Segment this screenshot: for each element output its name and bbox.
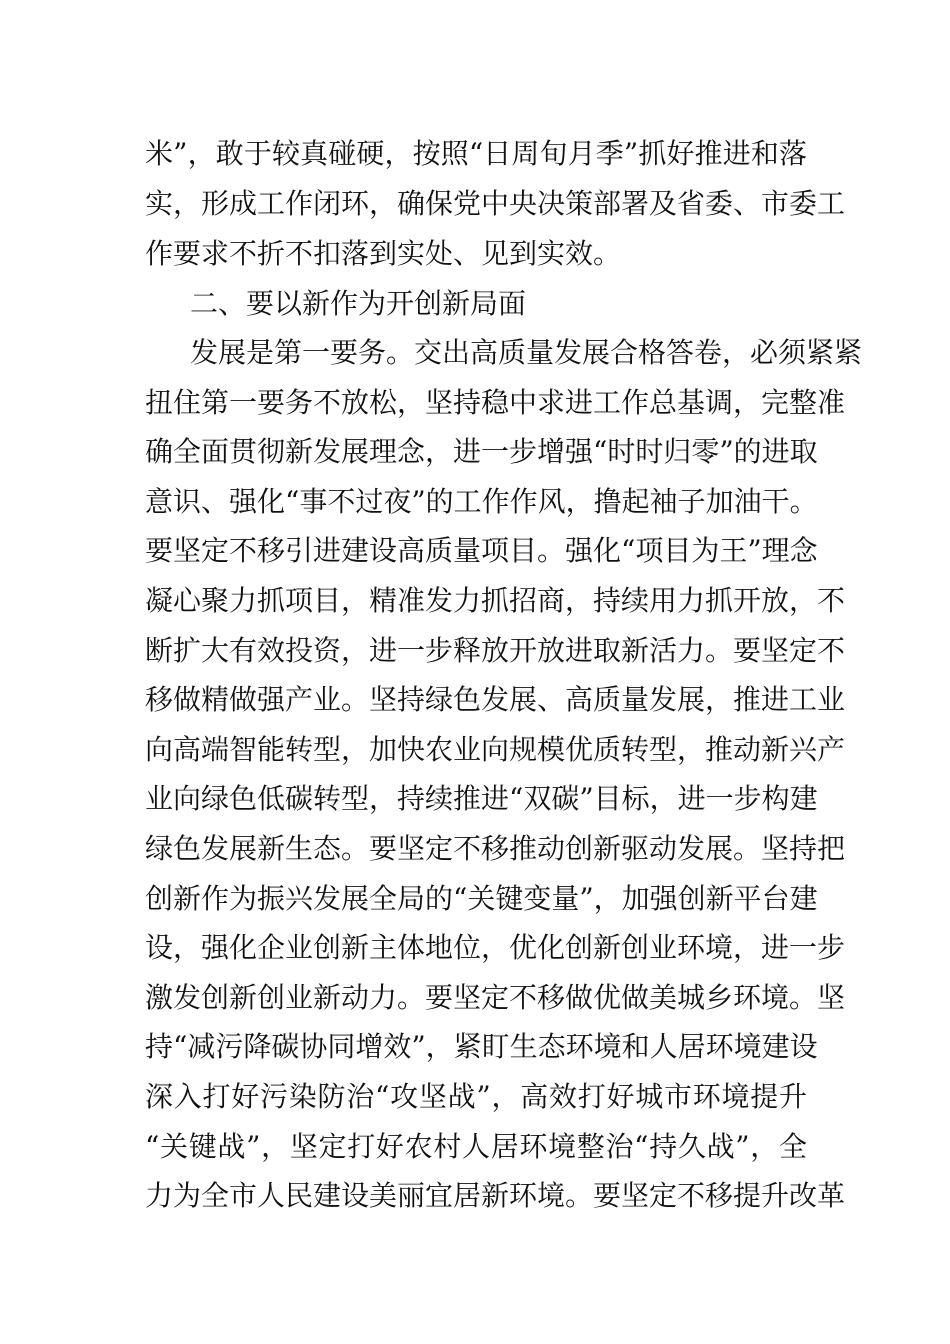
paragraph-line: 作要求不折不扣落到实处、见到实效。 xyxy=(145,237,622,270)
paragraph-line: 绿色发展新生态。要坚定不移推动创新驱动发展。坚持把 xyxy=(145,832,846,865)
paragraph-line: “关键战”，坚定打好农村人居环境整治“持久战”，全 xyxy=(145,1129,807,1163)
paragraph-line: 要坚定不移引进建设高质量项目。强化“项目为王”理念 xyxy=(145,534,818,568)
section-heading: 二、要以新作为开创新局面 xyxy=(190,287,527,320)
paragraph-line: 意识、强化“事不过夜”的工作作风，撸起袖子加油干。 xyxy=(145,484,818,518)
paragraph-line: 力为全市人民建设美丽宜居新环境。要坚定不移提升改革 xyxy=(145,1179,846,1213)
paragraph-line: 断扩大有效投资，进一步释放开放进取新活力。要坚定不 xyxy=(145,633,846,667)
paragraph-line: 扭住第一要务不放松，坚持稳中求进工作总基调，完整准 xyxy=(145,385,846,419)
paragraph-line: 创新作为振兴发展全局的“关键变量”，加强创新平台建 xyxy=(145,881,818,915)
paragraph-line: 持“减污降碳协同增效”，紧盯生态环境和人居环境建设 xyxy=(145,1030,818,1064)
paragraph-line: 发展是第一要务。交出高质量发展合格答卷，必须紧紧 xyxy=(190,336,863,369)
paragraph-line: 凝心聚力抓项目，精准发力抓招商，持续用力抓开放，不 xyxy=(145,584,846,617)
paragraph-line: 米”，敢于较真碰硬，按照“日周旬月季”抓好推进和落 xyxy=(145,137,807,170)
paragraph-line: 设，强化企业创新主体地位，优化创新创业环境，进一步 xyxy=(145,931,846,965)
paragraph-line: 确全面贯彻新发展理念，进一步增强“时时归零”的进取 xyxy=(145,435,818,469)
paragraph-line: 向高端智能转型，加快农业向规模优质转型，推动新兴产 xyxy=(145,732,846,766)
paragraph-line: 实，形成工作闭环，确保党中央决策部署及省委、市委工 xyxy=(145,187,846,220)
paragraph-line: 激发创新创业新动力。要坚定不移做优做美城乡环境。坚 xyxy=(145,980,846,1014)
paragraph-line: 移做精做强产业。坚持绿色发展、高质量发展，推进工业 xyxy=(145,683,846,717)
paragraph-line: 深入打好污染防治“攻坚战”，高效打好城市环境提升 xyxy=(145,1080,807,1113)
paragraph-line: 业向绿色低碳转型，持续推进“双碳”目标，进一步构建 xyxy=(145,782,818,816)
